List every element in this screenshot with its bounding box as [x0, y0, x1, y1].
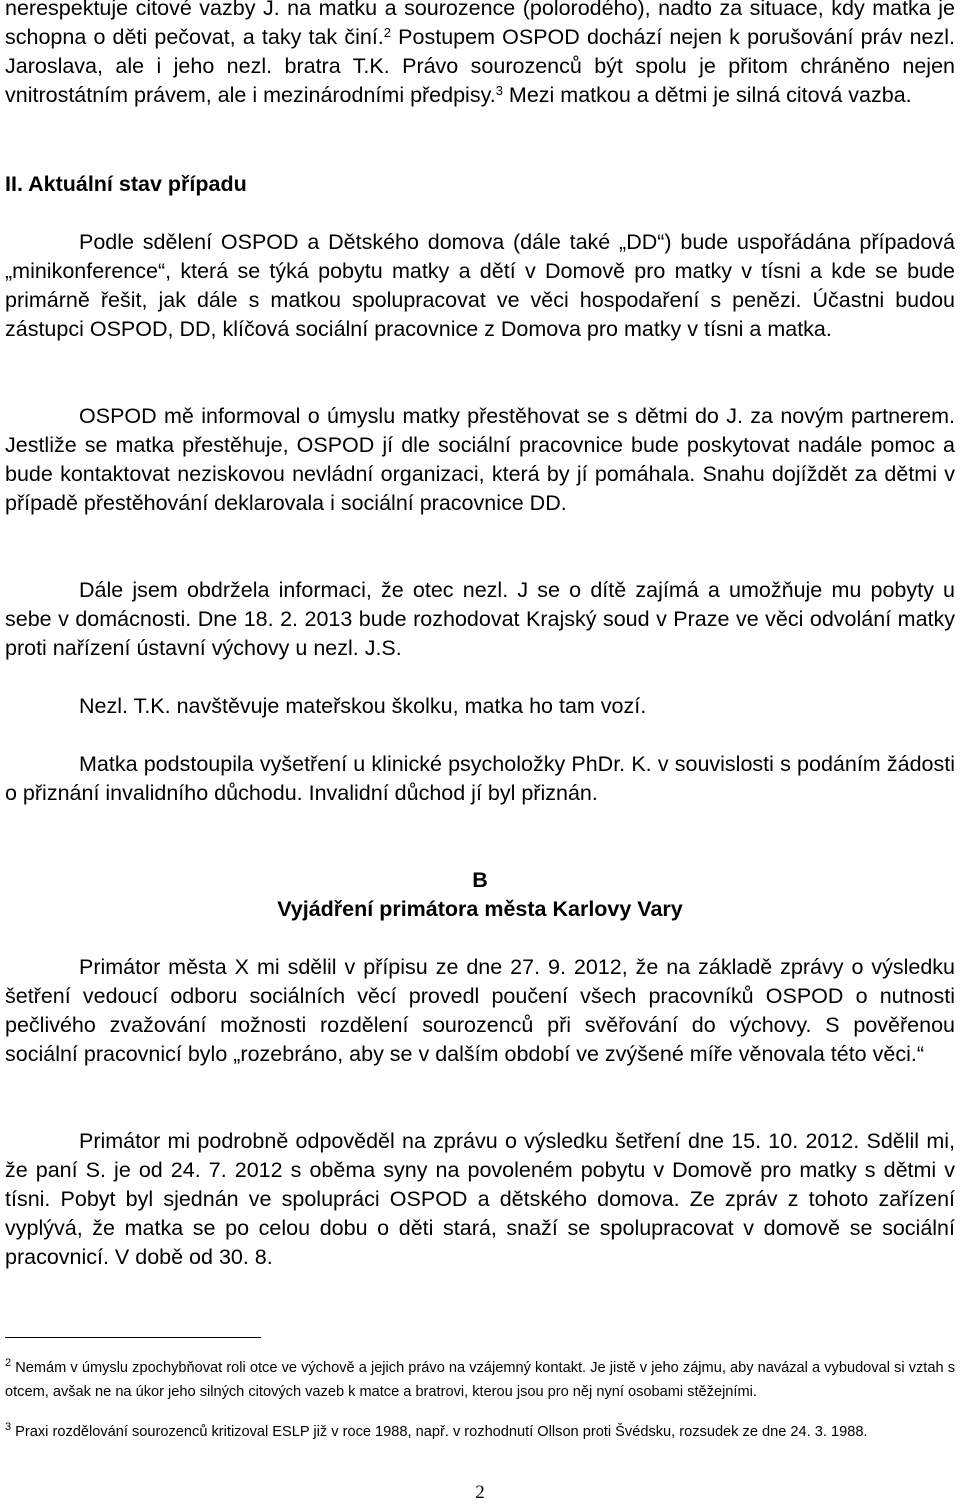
section-heading: II. Aktuální stav případu [5, 172, 247, 196]
intro-text-1: nerespektuje citové vazby J. na matku a sourozence (polorodého), nadto za situace, kdy matka je schopna o děti pečovat, a taky tak činí. [5, 0, 955, 49]
footnote-number-3: 3 [5, 1421, 12, 1433]
footnote-ref-3[interactable]: 3 [495, 83, 503, 98]
paragraph-relocation: OSPOD mě informoval o úmyslu matky přestěhovat se s dětmi do J. za novým partnerem. Jestliže se matka přestěhuje, OSPOD jí dle sociální pracovnice bude poskytovat nadále pomoc a bude kontaktovat neziskovou nevládní organizaci, která by jí pomáhala. Snahu dojíždět za dětmi v případě přestěhování deklarovala i sociální pracovnice DD. [5, 404, 955, 515]
paragraph-minikonference: Podle sdělení OSPOD a Dětského domova (dále také „DD“) bude uspořádána případová „minikonference“, která se týká pobytu matky a dětí v Domově pro matky v tísni a kde se bude primárně řešit, jak dále s matkou spolupracovat ve věci hospodaření s penězi. Účastni budou zástupci OSPOD, DD, klíčová sociální pracovnice z Domova pro matky v tísni a matka. [5, 230, 955, 341]
footnote-2-text: Nemám v úmyslu zpochybňovat roli otce ve výchově a jejich právo na vzájemný kontakt. Je jistě v jeho zájmu, aby navázal a vybudoval si vztah s otcem, avšak ne na úkor jeho silných citových vazeb k matce a bratrovi, kterou jsou pro něj nyní osobami stěžejními. [5, 1360, 955, 1400]
footnote-3 [5, 1420, 955, 1444]
intro-text-3: Mezi matkou a dětmi je silná citová vazba. [502, 83, 912, 107]
intro-paragraph [5, 0, 955, 110]
footnote-number-2: 2 [5, 1357, 12, 1369]
paragraph-father: Dále jsem obdržela informaci, že otec nezl. J se o dítě zajímá a umožňuje mu pobyty u sebe v domácnosti. Dne 18. 2. 2013 bude rozhodovat Krajský soud v Praze ve věci odvolání matky proti nařízení ústavní výchovy u nezl. J.S. [5, 578, 955, 660]
footnote-3-text: Praxi rozdělování sourozenců kritizoval ESLP již v roce 1988, např. v rozhodnutí Ollson proti Švédsku, rozsudek ze dne 24. 3. 1988. [11, 1424, 868, 1440]
paragraph-mayor-reply: Primátor mi podrobně odpověděl na zprávu o výsledku šetření dne 15. 10. 2012. Sdělil mi, že paní S. je od 24. 7. 2012 s oběma syny na povoleném pobytu v Domově pro matky s dětmi v tísni. Pobyt byl sjednán ve spolupráci OSPOD a dětského domova. Ze zpráv z tohoto zařízení vyplývá, že matka se po celou dobu o děti stará, snaží se spolupracovat v domově se sociální pracovnicí. V době od 30. 8. [5, 1129, 955, 1269]
intro-text-2: Postupem OSPOD dochází nejen k porušování práv nezl. Jaroslava, ale i jeho nezl. bratra T.K. Právo sourozenců být spolu je přitom chráněno nejen vnitrostátním právem, ale i mezinárodními předpisy. [5, 25, 955, 107]
section-b-letter: B [472, 868, 488, 892]
page-number: 2 [475, 1482, 485, 1503]
paragraph-kindergarten: Nezl. T.K. navštěvuje mateřskou školku, matka ho tam vozí. [79, 694, 647, 718]
section-b-title: Vyjádření primátora města Karlovy Vary [277, 897, 683, 921]
footnote-separator [5, 1337, 261, 1338]
paragraph-psychologist: Matka podstoupila vyšetření u klinické psycholožky PhDr. K. v souvislosti s podáním žádosti o přiznání invalidního důchodu. Invalidní důchod jí byl přiznán. [5, 752, 955, 805]
paragraph-mayor-letter: Primátor města X mi sdělil v přípisu ze dne 27. 9. 2012, že na základě zprávy o výsledku šetření vedoucí odboru sociálních věcí provedl poučení všech pracovníků OSPOD o nutnosti pečlivého zvažování možnosti rozdělení sourozenců při svěřování do výchovy. S pověřenou sociální pracovnicí bylo „rozebráno, aby se v dalším období ve zvýšené míře věnovala této věci.“ [5, 955, 955, 1066]
footnote-2 [5, 1356, 955, 1404]
footnote-ref-2[interactable]: 2 [383, 25, 392, 40]
